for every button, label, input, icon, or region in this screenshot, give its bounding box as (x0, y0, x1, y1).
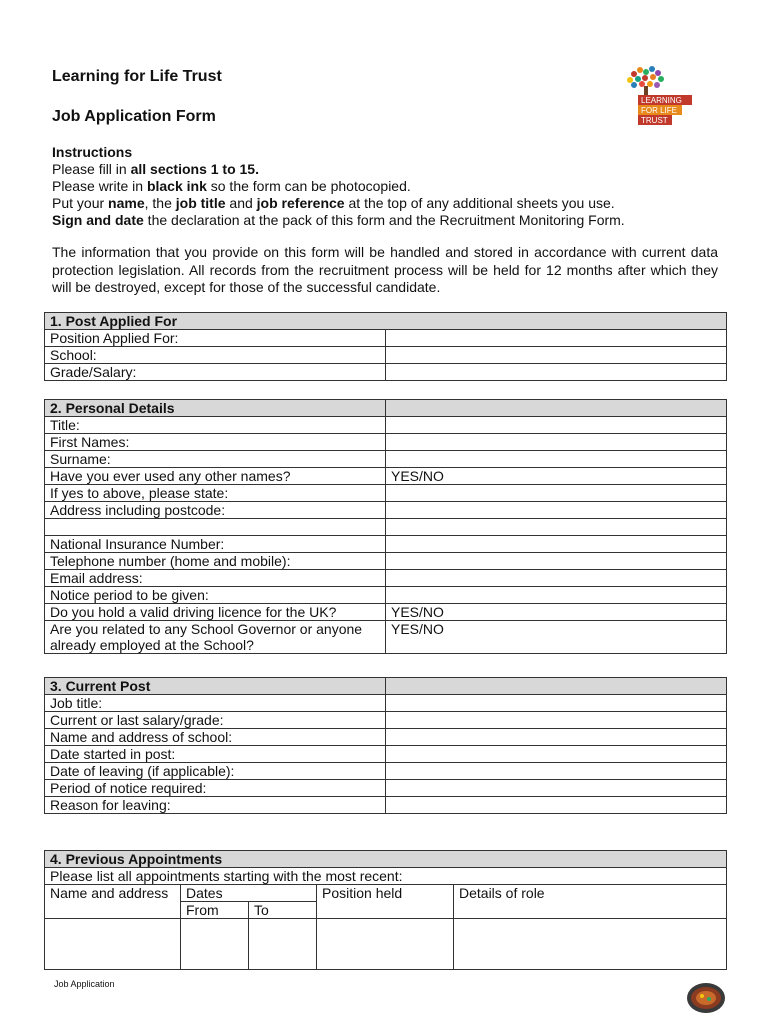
trust-logo (612, 62, 696, 130)
school-input[interactable] (386, 347, 727, 364)
date-leaving-input[interactable] (386, 763, 727, 780)
appointment-from-input[interactable] (181, 919, 249, 970)
telephone-input[interactable] (386, 553, 727, 570)
first-names-input[interactable] (386, 434, 727, 451)
footer-badge (686, 982, 726, 1014)
field-label: Grade/Salary: (45, 364, 386, 381)
svg-text:LEARNING: LEARNING (641, 96, 682, 105)
field-label: Job title: (45, 695, 386, 712)
field-label: School: (45, 347, 386, 364)
related-governor-yes-no[interactable]: YES/NO (386, 621, 727, 654)
field-label: Surname: (45, 451, 386, 468)
column-header-details: Details of role (454, 885, 727, 919)
field-label: National Insurance Number: (45, 536, 386, 553)
reason-leaving-input[interactable] (386, 797, 727, 814)
instruction-line-2: Please write in black ink so the form can be photocopied. (52, 178, 411, 194)
position-applied-input[interactable] (386, 330, 727, 347)
field-label: Are you related to any School Governor or anyone already employed at the School? (45, 621, 386, 654)
column-header-position: Position held (317, 885, 454, 919)
field-label: Position Applied For: (45, 330, 386, 347)
field-label: Have you ever used any other names? (45, 468, 386, 485)
field-label: Notice period to be given: (45, 587, 386, 604)
instruction-line-1: Please fill in all sections 1 to 15. (52, 161, 259, 177)
appointment-position-input[interactable] (317, 919, 454, 970)
driving-licence-yes-no[interactable]: YES/NO (386, 604, 727, 621)
section-previous-appointments (44, 850, 727, 970)
svg-text:TRUST: TRUST (641, 116, 668, 125)
column-header-name-address: Name and address (45, 885, 181, 919)
column-header-to: To (249, 902, 317, 919)
field-label: Title: (45, 417, 386, 434)
field-label: Period of notice required: (45, 780, 386, 797)
title-input[interactable] (386, 417, 727, 434)
field-label: Name and address of school: (45, 729, 386, 746)
field-label: Date started in post: (45, 746, 386, 763)
section-4-instruction: Please list all appointments starting with the most recent: (45, 868, 727, 885)
grade-salary-input[interactable] (386, 364, 727, 381)
field-label: Email address: (45, 570, 386, 587)
email-input[interactable] (386, 570, 727, 587)
appointment-to-input[interactable] (249, 919, 317, 970)
field-label: Do you hold a valid driving licence for the UK? (45, 604, 386, 621)
instruction-line-3: Put your name, the job title and job reference at the top of any additional sheets you use. (52, 195, 615, 211)
field-label: Address including postcode: (45, 502, 386, 519)
other-names-yes-no[interactable]: YES/NO (386, 468, 727, 485)
appointment-name-input[interactable] (45, 919, 181, 970)
section-1-heading: 1. Post Applied For (45, 313, 727, 330)
instructions (52, 144, 722, 229)
address-input-line-2[interactable] (386, 519, 727, 536)
section-3-heading: 3. Current Post (45, 678, 386, 695)
ni-number-input[interactable] (386, 536, 727, 553)
field-label: Current or last salary/grade: (45, 712, 386, 729)
instructions-heading: Instructions (52, 144, 133, 160)
surname-input[interactable] (386, 451, 727, 468)
notice-required-input[interactable] (386, 780, 727, 797)
notice-period-input[interactable] (386, 587, 727, 604)
column-header-from: From (181, 902, 249, 919)
badge-icon (686, 982, 726, 1014)
section-post-applied-for (44, 312, 727, 381)
address-input[interactable] (386, 502, 727, 519)
section-4-heading: 4. Previous Appointments (45, 851, 727, 868)
data-protection-paragraph: The information that you provide on this form will be handled and stored in accordance with current data protection legislation. All records from the recruitment process will be held for 12 months after which they will be destroyed, except for those of the successful candidate. (52, 244, 718, 295)
school-address-input[interactable] (386, 729, 727, 746)
instruction-line-4: Sign and date the declaration at the pack of this form and the Recruitment Monitoring Form. (52, 212, 625, 228)
field-label: Date of leaving (if applicable): (45, 763, 386, 780)
other-names-input[interactable] (386, 485, 727, 502)
column-header-dates: Dates (181, 885, 317, 902)
section-personal-details (44, 399, 727, 654)
date-started-input[interactable] (386, 746, 727, 763)
organisation-name: Learning for Life Trust (52, 68, 222, 85)
salary-grade-input[interactable] (386, 712, 727, 729)
svg-text:FOR LIFE: FOR LIFE (641, 106, 678, 115)
field-label: First Names: (45, 434, 386, 451)
form-title: Job Application Form (52, 108, 216, 125)
page-footer: Job Application (54, 979, 115, 989)
appointment-details-input[interactable] (454, 919, 727, 970)
job-title-input[interactable] (386, 695, 727, 712)
section-2-heading: 2. Personal Details (45, 400, 386, 417)
field-label: If yes to above, please state: (45, 485, 386, 502)
field-label (45, 519, 386, 536)
tree-logo-icon (612, 62, 696, 130)
field-label: Reason for leaving: (45, 797, 386, 814)
section-current-post (44, 677, 727, 814)
field-label: Telephone number (home and mobile): (45, 553, 386, 570)
